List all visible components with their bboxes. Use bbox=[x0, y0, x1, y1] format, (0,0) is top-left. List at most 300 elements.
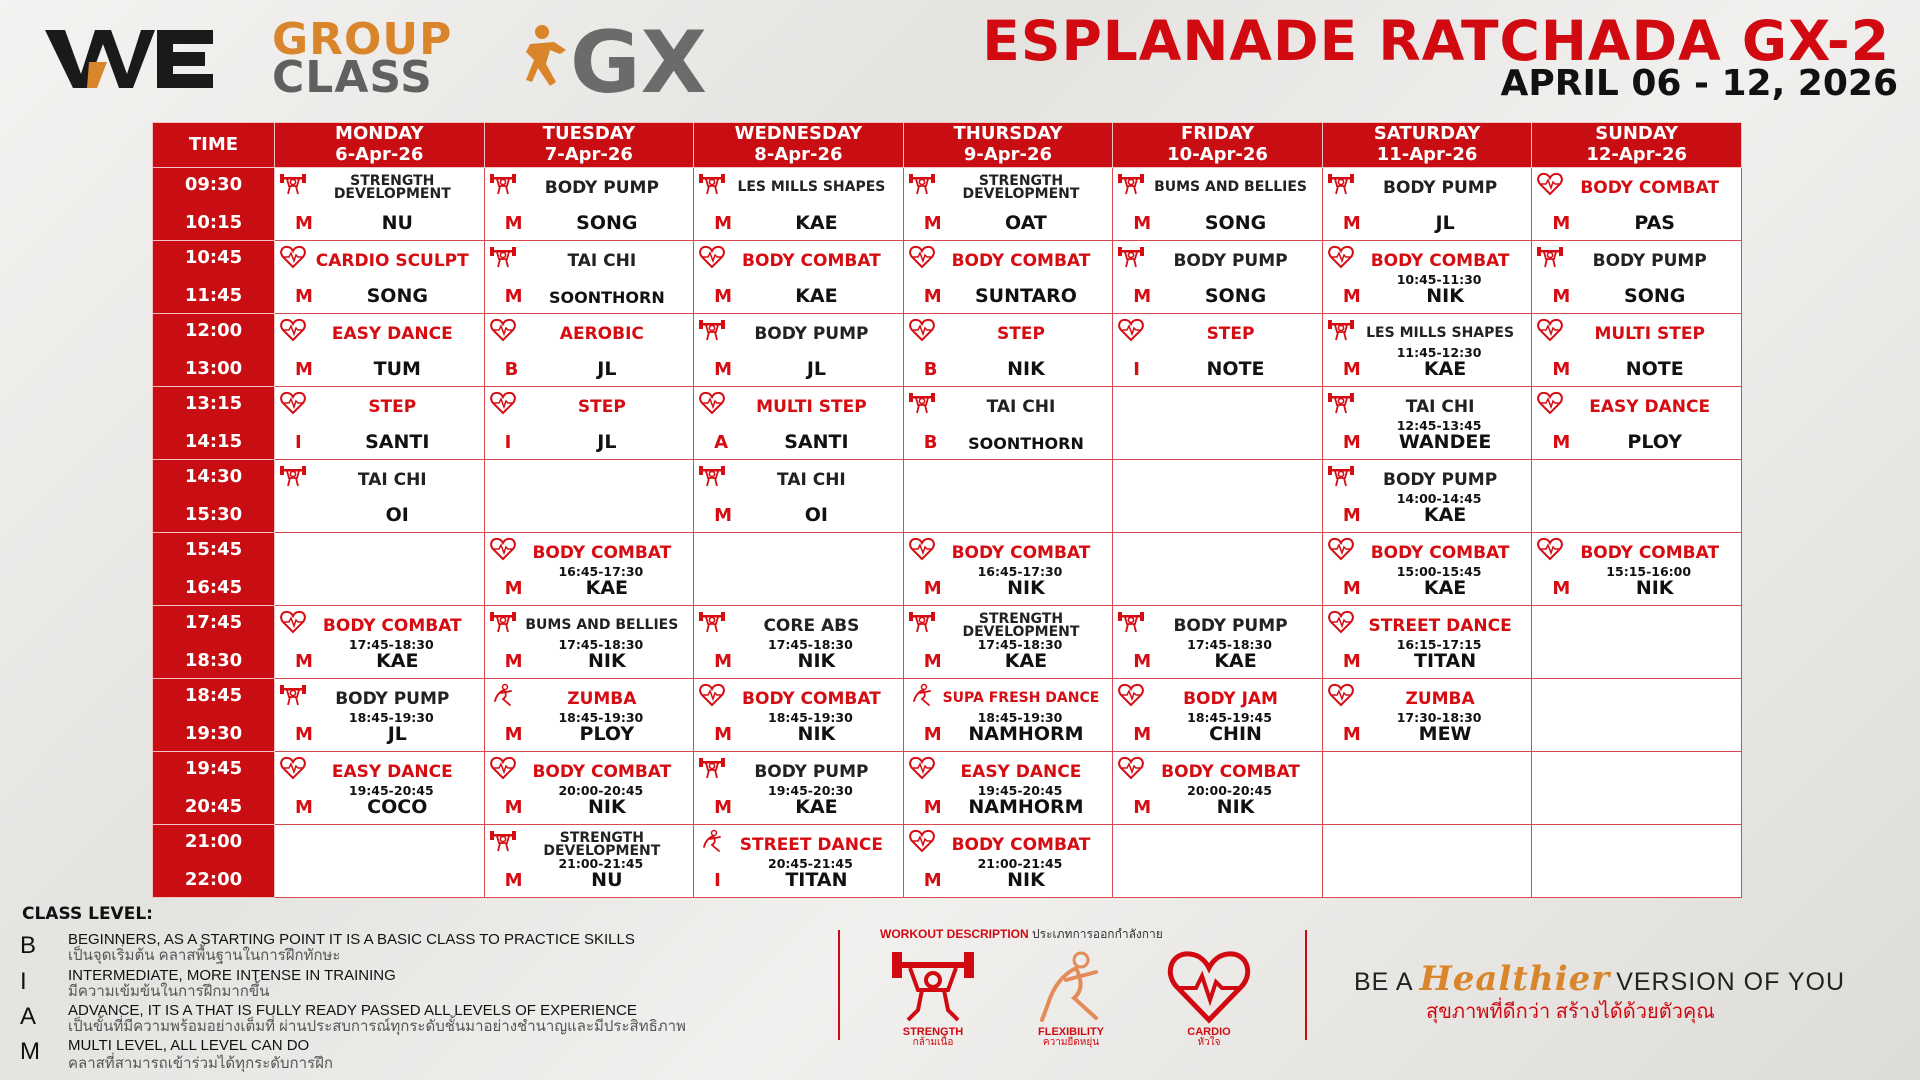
strength-icon bbox=[909, 391, 935, 415]
slogan-pre: BE A bbox=[1354, 968, 1414, 996]
instructor-name: NIK bbox=[1007, 869, 1045, 891]
class-entry bbox=[694, 168, 903, 239]
class-level: B bbox=[504, 359, 519, 380]
instructor-name: SANTI bbox=[784, 431, 849, 453]
class-level: M bbox=[714, 797, 733, 818]
instructor-name: JL bbox=[1435, 212, 1455, 234]
class-level: M bbox=[1552, 213, 1571, 234]
slot-start-time: 17:45 bbox=[184, 612, 243, 633]
cardio-icon bbox=[1118, 756, 1144, 780]
slogan bbox=[1354, 959, 1846, 999]
day-date: 12-Apr-26 bbox=[1586, 144, 1688, 165]
cardio-icon bbox=[1537, 391, 1563, 415]
time-stack bbox=[153, 241, 274, 311]
class-name: STEP bbox=[577, 396, 626, 417]
class-name: TAI CHI bbox=[777, 469, 846, 490]
class-level: A bbox=[714, 432, 729, 453]
day-header bbox=[1532, 123, 1742, 168]
instructor-name: KAE bbox=[795, 212, 838, 234]
class-entry bbox=[485, 679, 694, 750]
level-description-thai: เป็นขั้นที่มีความพร้อมอย่างเต็มที่ ผ่านประสบการณ์ทุกระดับชั้นมาอย่างชำนาญและมีประสิทธิภาพ bbox=[68, 1018, 686, 1035]
instructor-name: NOTE bbox=[1206, 358, 1265, 380]
class-name: BODY JAM bbox=[1183, 688, 1278, 709]
class-name: EASY DANCE bbox=[331, 323, 453, 344]
level-description-thai: มีความเข้มข้นในการฝึกมากขึ้น bbox=[68, 983, 270, 1000]
cardio-icon bbox=[909, 245, 935, 269]
class-entry bbox=[1532, 387, 1741, 458]
class-level: M bbox=[1552, 286, 1571, 307]
cardio-icon bbox=[1328, 610, 1354, 634]
strength-icon bbox=[1328, 391, 1354, 415]
class-time: 20:00-20:45 bbox=[558, 783, 644, 798]
level-description: ADVANCE, IT IS A THAT IS FULLY READY PASSED ALL LEVELS OF EXPERIENCE bbox=[68, 1002, 637, 1019]
class-level: I bbox=[714, 870, 721, 891]
time-stack bbox=[153, 825, 274, 895]
level-description: BEGINNERS, AS A STARTING POINT IT IS A BASIC CLASS TO PRACTICE SKILLS bbox=[68, 931, 635, 948]
class-entry bbox=[1323, 679, 1532, 750]
day-date: 9-Apr-26 bbox=[963, 144, 1053, 165]
class-level: B bbox=[923, 359, 938, 380]
class-entry bbox=[485, 606, 694, 677]
class-entry bbox=[1113, 314, 1322, 385]
class-entry bbox=[275, 387, 484, 458]
class-name: MULTI STEP bbox=[1594, 323, 1705, 344]
cardio-icon bbox=[280, 245, 306, 269]
class-time: 17:45-18:30 bbox=[768, 637, 853, 652]
class-name: ZUMBA bbox=[1405, 688, 1475, 709]
cardio-icon bbox=[1537, 537, 1563, 561]
empty-cell bbox=[484, 460, 694, 533]
class-cell bbox=[275, 314, 485, 387]
class-time: 11:45-12:30 bbox=[1396, 345, 1482, 360]
class-cell bbox=[903, 314, 1113, 387]
class-cell bbox=[275, 460, 485, 533]
class-level: M bbox=[923, 797, 942, 818]
class-time: 14:00-14:45 bbox=[1396, 491, 1482, 506]
level-code: M bbox=[20, 1038, 40, 1065]
schedule-header-row bbox=[153, 123, 1742, 168]
class-name: STEP bbox=[1206, 323, 1255, 344]
class-name: TAI CHI bbox=[357, 469, 427, 490]
class-entry bbox=[275, 460, 484, 531]
class-time: 18:45-19:45 bbox=[1187, 710, 1272, 725]
strength-icon bbox=[1328, 318, 1354, 342]
cardio-icon bbox=[909, 318, 935, 342]
class-name: BODY COMBAT bbox=[1580, 177, 1720, 198]
instructor-name: NOTE bbox=[1625, 358, 1684, 380]
slot-end-time: 11:45 bbox=[184, 285, 243, 306]
class-entry bbox=[1323, 387, 1532, 458]
class-entry bbox=[904, 533, 1113, 604]
instructor-name: MEW bbox=[1418, 723, 1472, 745]
cardio-icon bbox=[909, 756, 935, 780]
instructor-name: SONG bbox=[1204, 285, 1267, 307]
date-range: APRIL 06 - 12, 2026 bbox=[1500, 63, 1898, 104]
class-entry bbox=[694, 387, 903, 458]
cardio-icon bbox=[1537, 172, 1563, 196]
instructor-name: KAE bbox=[795, 796, 838, 818]
cardio-icon bbox=[280, 756, 306, 780]
instructor-name: PLOY bbox=[579, 723, 635, 745]
cardio-icon bbox=[1328, 537, 1354, 561]
class-level: M bbox=[714, 724, 733, 745]
class-time: 18:45-19:30 bbox=[977, 710, 1063, 725]
class-cell bbox=[275, 606, 485, 679]
class-name: BUMS AND BELLIES bbox=[1154, 179, 1307, 196]
class-level: M bbox=[504, 724, 523, 745]
empty-cell bbox=[1113, 533, 1323, 606]
class-entry bbox=[275, 606, 484, 677]
strength-icon bbox=[699, 610, 725, 634]
time-cell bbox=[153, 241, 275, 314]
instructor-name: SONG bbox=[1204, 212, 1267, 234]
class-cell bbox=[903, 606, 1113, 679]
class-name: STRENGTH DEVELOPMENT bbox=[333, 172, 451, 202]
strength-icon bbox=[1118, 245, 1144, 269]
gx-text: GX bbox=[570, 20, 707, 100]
class-name: BODY PUMP bbox=[1383, 469, 1498, 490]
class-cell bbox=[694, 752, 904, 825]
empty-cell bbox=[1113, 825, 1323, 898]
class-level: I bbox=[504, 432, 512, 453]
class-level: M bbox=[714, 505, 733, 526]
class-level: M bbox=[295, 286, 313, 307]
day-date: 10-Apr-26 bbox=[1167, 144, 1268, 165]
workout-label: FLEXIBILITY bbox=[1038, 1026, 1104, 1038]
class-entry bbox=[694, 460, 903, 531]
class-level: M bbox=[1342, 651, 1361, 672]
time-stack bbox=[153, 752, 274, 822]
time-header: TIME bbox=[153, 123, 275, 168]
instructor-name: COCO bbox=[367, 796, 428, 818]
time-stack bbox=[153, 460, 274, 530]
day-date: 11-Apr-26 bbox=[1376, 144, 1478, 165]
schedule-table bbox=[152, 122, 1742, 898]
class-entry bbox=[1323, 606, 1532, 677]
class-entry bbox=[1113, 752, 1322, 823]
instructor-name: NIK bbox=[587, 650, 626, 672]
flexibility-icon bbox=[1026, 948, 1116, 1026]
class-cell bbox=[694, 168, 904, 241]
class-name: MULTI STEP bbox=[756, 396, 867, 417]
instructor-name: NIK bbox=[797, 723, 836, 745]
class-entry bbox=[694, 825, 903, 896]
class-level: M bbox=[504, 286, 523, 307]
class-entry bbox=[1113, 679, 1322, 750]
class-entry bbox=[1113, 241, 1322, 312]
cardio-icon bbox=[1537, 318, 1563, 342]
slot-start-time: 18:45 bbox=[184, 685, 243, 706]
flexibility-icon bbox=[490, 683, 516, 707]
class-level: M bbox=[1133, 286, 1152, 307]
instructor-name: OAT bbox=[1005, 212, 1047, 234]
strength-icon bbox=[1328, 172, 1354, 196]
instructor-name: KAE bbox=[585, 577, 629, 599]
instructor-name: PAS bbox=[1634, 212, 1675, 234]
class-entry bbox=[1113, 168, 1322, 239]
instructor-name: SANTI bbox=[365, 431, 430, 453]
time-stack bbox=[153, 387, 274, 457]
instructor-name: SONG bbox=[576, 212, 638, 234]
class-time: 16:45-17:30 bbox=[558, 564, 644, 579]
class-cell bbox=[903, 679, 1113, 752]
empty-cell bbox=[275, 533, 485, 606]
strength-icon bbox=[280, 172, 306, 196]
instructor-name: KAE bbox=[1423, 577, 1467, 599]
level-description: INTERMEDIATE, MORE INTENSE IN TRAINING bbox=[68, 967, 396, 984]
class-time: 21:00-21:45 bbox=[977, 856, 1063, 871]
class-level: M bbox=[714, 286, 733, 307]
class-entry bbox=[275, 752, 484, 823]
cardio-icon bbox=[280, 610, 306, 634]
slogan-thai: สุขภาพที่ดีกว่า สร้างได้ด้วยตัวคุณ bbox=[1426, 1001, 1715, 1023]
class-time: 19:45-20:45 bbox=[348, 783, 434, 798]
gx-logo bbox=[520, 20, 730, 100]
class-entry bbox=[485, 825, 694, 896]
strength-icon bbox=[1537, 245, 1563, 269]
day-name: SATURDAY bbox=[1373, 123, 1481, 145]
slogan-highlight: Healthier bbox=[1419, 959, 1611, 999]
class-cell bbox=[694, 387, 904, 460]
day-name: SUNDAY bbox=[1595, 123, 1679, 145]
day-header bbox=[1322, 123, 1532, 168]
class-name: EASY DANCE bbox=[331, 761, 453, 782]
class-entry bbox=[1323, 241, 1532, 312]
slot-start-time: 12:00 bbox=[184, 320, 243, 341]
class-level: M bbox=[714, 213, 733, 234]
class-entry bbox=[904, 168, 1113, 239]
class-level: M bbox=[923, 286, 942, 307]
slot-end-time: 10:15 bbox=[184, 212, 243, 233]
instructor-name: WANDEE bbox=[1398, 431, 1492, 453]
class-name: AEROBIC bbox=[559, 323, 644, 344]
class-entry bbox=[904, 314, 1113, 385]
page-title: ESPLANADE RATCHADA GX-2 bbox=[982, 9, 1890, 73]
instructor-name: NU bbox=[591, 869, 623, 891]
class-level: M bbox=[1552, 359, 1571, 380]
instructor-name: NIK bbox=[1216, 796, 1255, 818]
instructor-name: OI bbox=[804, 504, 829, 526]
class-cell bbox=[1113, 168, 1323, 241]
cardio-icon bbox=[1118, 683, 1144, 707]
empty-cell bbox=[1532, 752, 1742, 825]
class-level: M bbox=[504, 213, 523, 234]
instructor-name: KAE bbox=[1423, 504, 1467, 526]
class-cell bbox=[1113, 606, 1323, 679]
class-name: BODY COMBAT bbox=[1580, 542, 1720, 563]
class-cell bbox=[275, 752, 485, 825]
slot-end-time: 19:30 bbox=[184, 723, 243, 744]
class-name: BODY COMBAT bbox=[951, 250, 1091, 271]
workout-description-title bbox=[880, 928, 1163, 940]
class-name: TAI CHI bbox=[567, 250, 637, 271]
class-cell bbox=[694, 679, 904, 752]
slot-start-time: 21:00 bbox=[184, 831, 243, 852]
class-cell bbox=[484, 168, 694, 241]
instructor-name: KAE bbox=[1423, 358, 1467, 380]
class-time: 10:45-11:30 bbox=[1396, 272, 1482, 287]
time-stack bbox=[153, 168, 274, 238]
strength-icon bbox=[1328, 464, 1354, 488]
class-cell bbox=[484, 533, 694, 606]
schedule-row bbox=[153, 460, 1742, 533]
class-level: M bbox=[295, 213, 313, 234]
class-time: 18:45-19:30 bbox=[768, 710, 853, 725]
class-name: BODY PUMP bbox=[335, 688, 450, 709]
slot-start-time: 14:30 bbox=[184, 466, 243, 487]
day-name: TUESDAY bbox=[542, 123, 636, 145]
class-time: 17:45-18:30 bbox=[977, 637, 1063, 652]
class-entry bbox=[1323, 460, 1532, 531]
time-cell bbox=[153, 314, 275, 387]
instructor-name: JL bbox=[806, 358, 826, 380]
slot-end-time: 13:00 bbox=[184, 358, 243, 379]
class-name: CORE ABS bbox=[763, 615, 860, 636]
class-cell bbox=[1113, 241, 1323, 314]
slot-start-time: 15:45 bbox=[184, 539, 243, 560]
strength-icon bbox=[699, 318, 725, 342]
class-level: M bbox=[504, 578, 523, 599]
class-label: CLASS bbox=[272, 52, 433, 103]
day-date: 7-Apr-26 bbox=[544, 144, 633, 165]
class-entry bbox=[485, 314, 694, 385]
flexibility-icon bbox=[699, 829, 725, 853]
class-time: 18:45-19:30 bbox=[348, 710, 434, 725]
schedule-row bbox=[153, 752, 1742, 825]
slot-end-time: 18:30 bbox=[184, 650, 243, 671]
empty-cell bbox=[1113, 387, 1323, 460]
class-cell bbox=[1322, 679, 1532, 752]
class-level: M bbox=[504, 797, 523, 818]
class-entry bbox=[904, 241, 1113, 312]
class-cell bbox=[484, 387, 694, 460]
cardio-icon bbox=[909, 829, 935, 853]
workout-label: STRENGTH bbox=[902, 1026, 964, 1038]
slot-start-time: 19:45 bbox=[184, 758, 243, 779]
strength-icon bbox=[888, 948, 978, 1026]
class-entry bbox=[1532, 314, 1741, 385]
instructor-name: NAMHORM bbox=[968, 723, 1084, 745]
instructor-name: TITAN bbox=[1414, 650, 1477, 672]
day-name: THURSDAY bbox=[953, 123, 1063, 145]
empty-cell bbox=[1532, 825, 1742, 898]
class-name: EASY DANCE bbox=[1589, 396, 1711, 417]
strength-icon bbox=[490, 245, 516, 269]
class-cell bbox=[1532, 241, 1742, 314]
slot-end-time: 14:15 bbox=[184, 431, 243, 452]
class-level: M bbox=[295, 724, 313, 745]
cardio-icon bbox=[1164, 948, 1254, 1026]
schedule-body bbox=[153, 168, 1742, 898]
class-name: BODY COMBAT bbox=[532, 542, 672, 563]
empty-cell bbox=[1532, 460, 1742, 533]
class-entry bbox=[485, 387, 694, 458]
empty-cell bbox=[275, 825, 485, 898]
class-level: M bbox=[1342, 505, 1361, 526]
class-name: BODY COMBAT bbox=[951, 834, 1091, 855]
workout-strength bbox=[878, 948, 988, 1048]
class-cell bbox=[903, 752, 1113, 825]
divider bbox=[838, 930, 840, 1040]
slot-end-time: 22:00 bbox=[184, 869, 243, 890]
cardio-icon bbox=[699, 245, 725, 269]
class-entry bbox=[485, 533, 694, 604]
class-level: M bbox=[1552, 432, 1571, 453]
class-name: TAI CHI bbox=[986, 396, 1056, 417]
class-entry bbox=[1113, 606, 1322, 677]
class-level: M bbox=[714, 359, 733, 380]
class-name: BODY COMBAT bbox=[532, 761, 672, 782]
day-name: MONDAY bbox=[335, 123, 424, 145]
class-time: 19:45-20:45 bbox=[977, 783, 1063, 798]
strength-icon bbox=[490, 172, 516, 196]
class-name: STREET DANCE bbox=[1368, 615, 1512, 636]
day-header bbox=[1113, 123, 1323, 168]
class-level: M bbox=[923, 870, 942, 891]
workout-sub: กล้ามเนื้อ bbox=[912, 1037, 954, 1049]
day-header bbox=[903, 123, 1113, 168]
class-entry bbox=[1532, 533, 1741, 604]
empty-cell bbox=[1113, 460, 1323, 533]
schedule-row bbox=[153, 314, 1742, 387]
instructor-name: JL bbox=[597, 431, 617, 453]
strength-icon bbox=[699, 756, 725, 780]
cardio-icon bbox=[490, 318, 516, 342]
class-name: BODY PUMP bbox=[544, 177, 659, 198]
class-level: M bbox=[295, 359, 313, 380]
class-level: M bbox=[1133, 213, 1152, 234]
day-name: WEDNESDAY bbox=[734, 123, 863, 145]
class-cell bbox=[1113, 752, 1323, 825]
class-cell bbox=[275, 168, 485, 241]
instructor-name: JL bbox=[387, 723, 407, 745]
cardio-icon bbox=[1328, 683, 1354, 707]
slot-start-time: 13:15 bbox=[184, 393, 243, 414]
class-name: BODY PUMP bbox=[754, 761, 869, 782]
instructor-name: PLOY bbox=[1627, 431, 1682, 453]
class-name: ZUMBA bbox=[567, 688, 637, 709]
time-cell bbox=[153, 460, 275, 533]
empty-cell bbox=[903, 460, 1113, 533]
class-cell bbox=[903, 387, 1113, 460]
instructor-name: NAMHORM bbox=[968, 796, 1084, 818]
class-name: BODY PUMP bbox=[1592, 250, 1707, 271]
class-time: 19:45-20:30 bbox=[768, 783, 853, 798]
class-entry bbox=[485, 241, 694, 312]
class-name: STRENGTH DEVELOPMENT bbox=[543, 829, 661, 859]
instructor-name: NIK bbox=[1426, 285, 1464, 307]
class-level: M bbox=[504, 651, 523, 672]
strength-icon bbox=[280, 683, 306, 707]
class-name: BODY COMBAT bbox=[742, 250, 881, 271]
time-stack bbox=[153, 606, 274, 676]
schedule-row bbox=[153, 533, 1742, 606]
day-date: 8-Apr-26 bbox=[754, 144, 843, 165]
class-time: 16:45-17:30 bbox=[977, 564, 1063, 579]
instructor-name: NIK bbox=[797, 650, 836, 672]
class-cell bbox=[1532, 387, 1742, 460]
instructor-name: NIK bbox=[1007, 358, 1045, 380]
class-time: 20:45-21:45 bbox=[768, 856, 853, 871]
class-name: STREET DANCE bbox=[739, 834, 884, 855]
class-level: M bbox=[1133, 797, 1152, 818]
cardio-icon bbox=[699, 683, 725, 707]
class-name: CARDIO SCULPT bbox=[315, 250, 469, 271]
time-cell bbox=[153, 606, 275, 679]
class-cell bbox=[275, 387, 485, 460]
class-entry bbox=[904, 679, 1113, 750]
class-cell bbox=[1113, 314, 1323, 387]
